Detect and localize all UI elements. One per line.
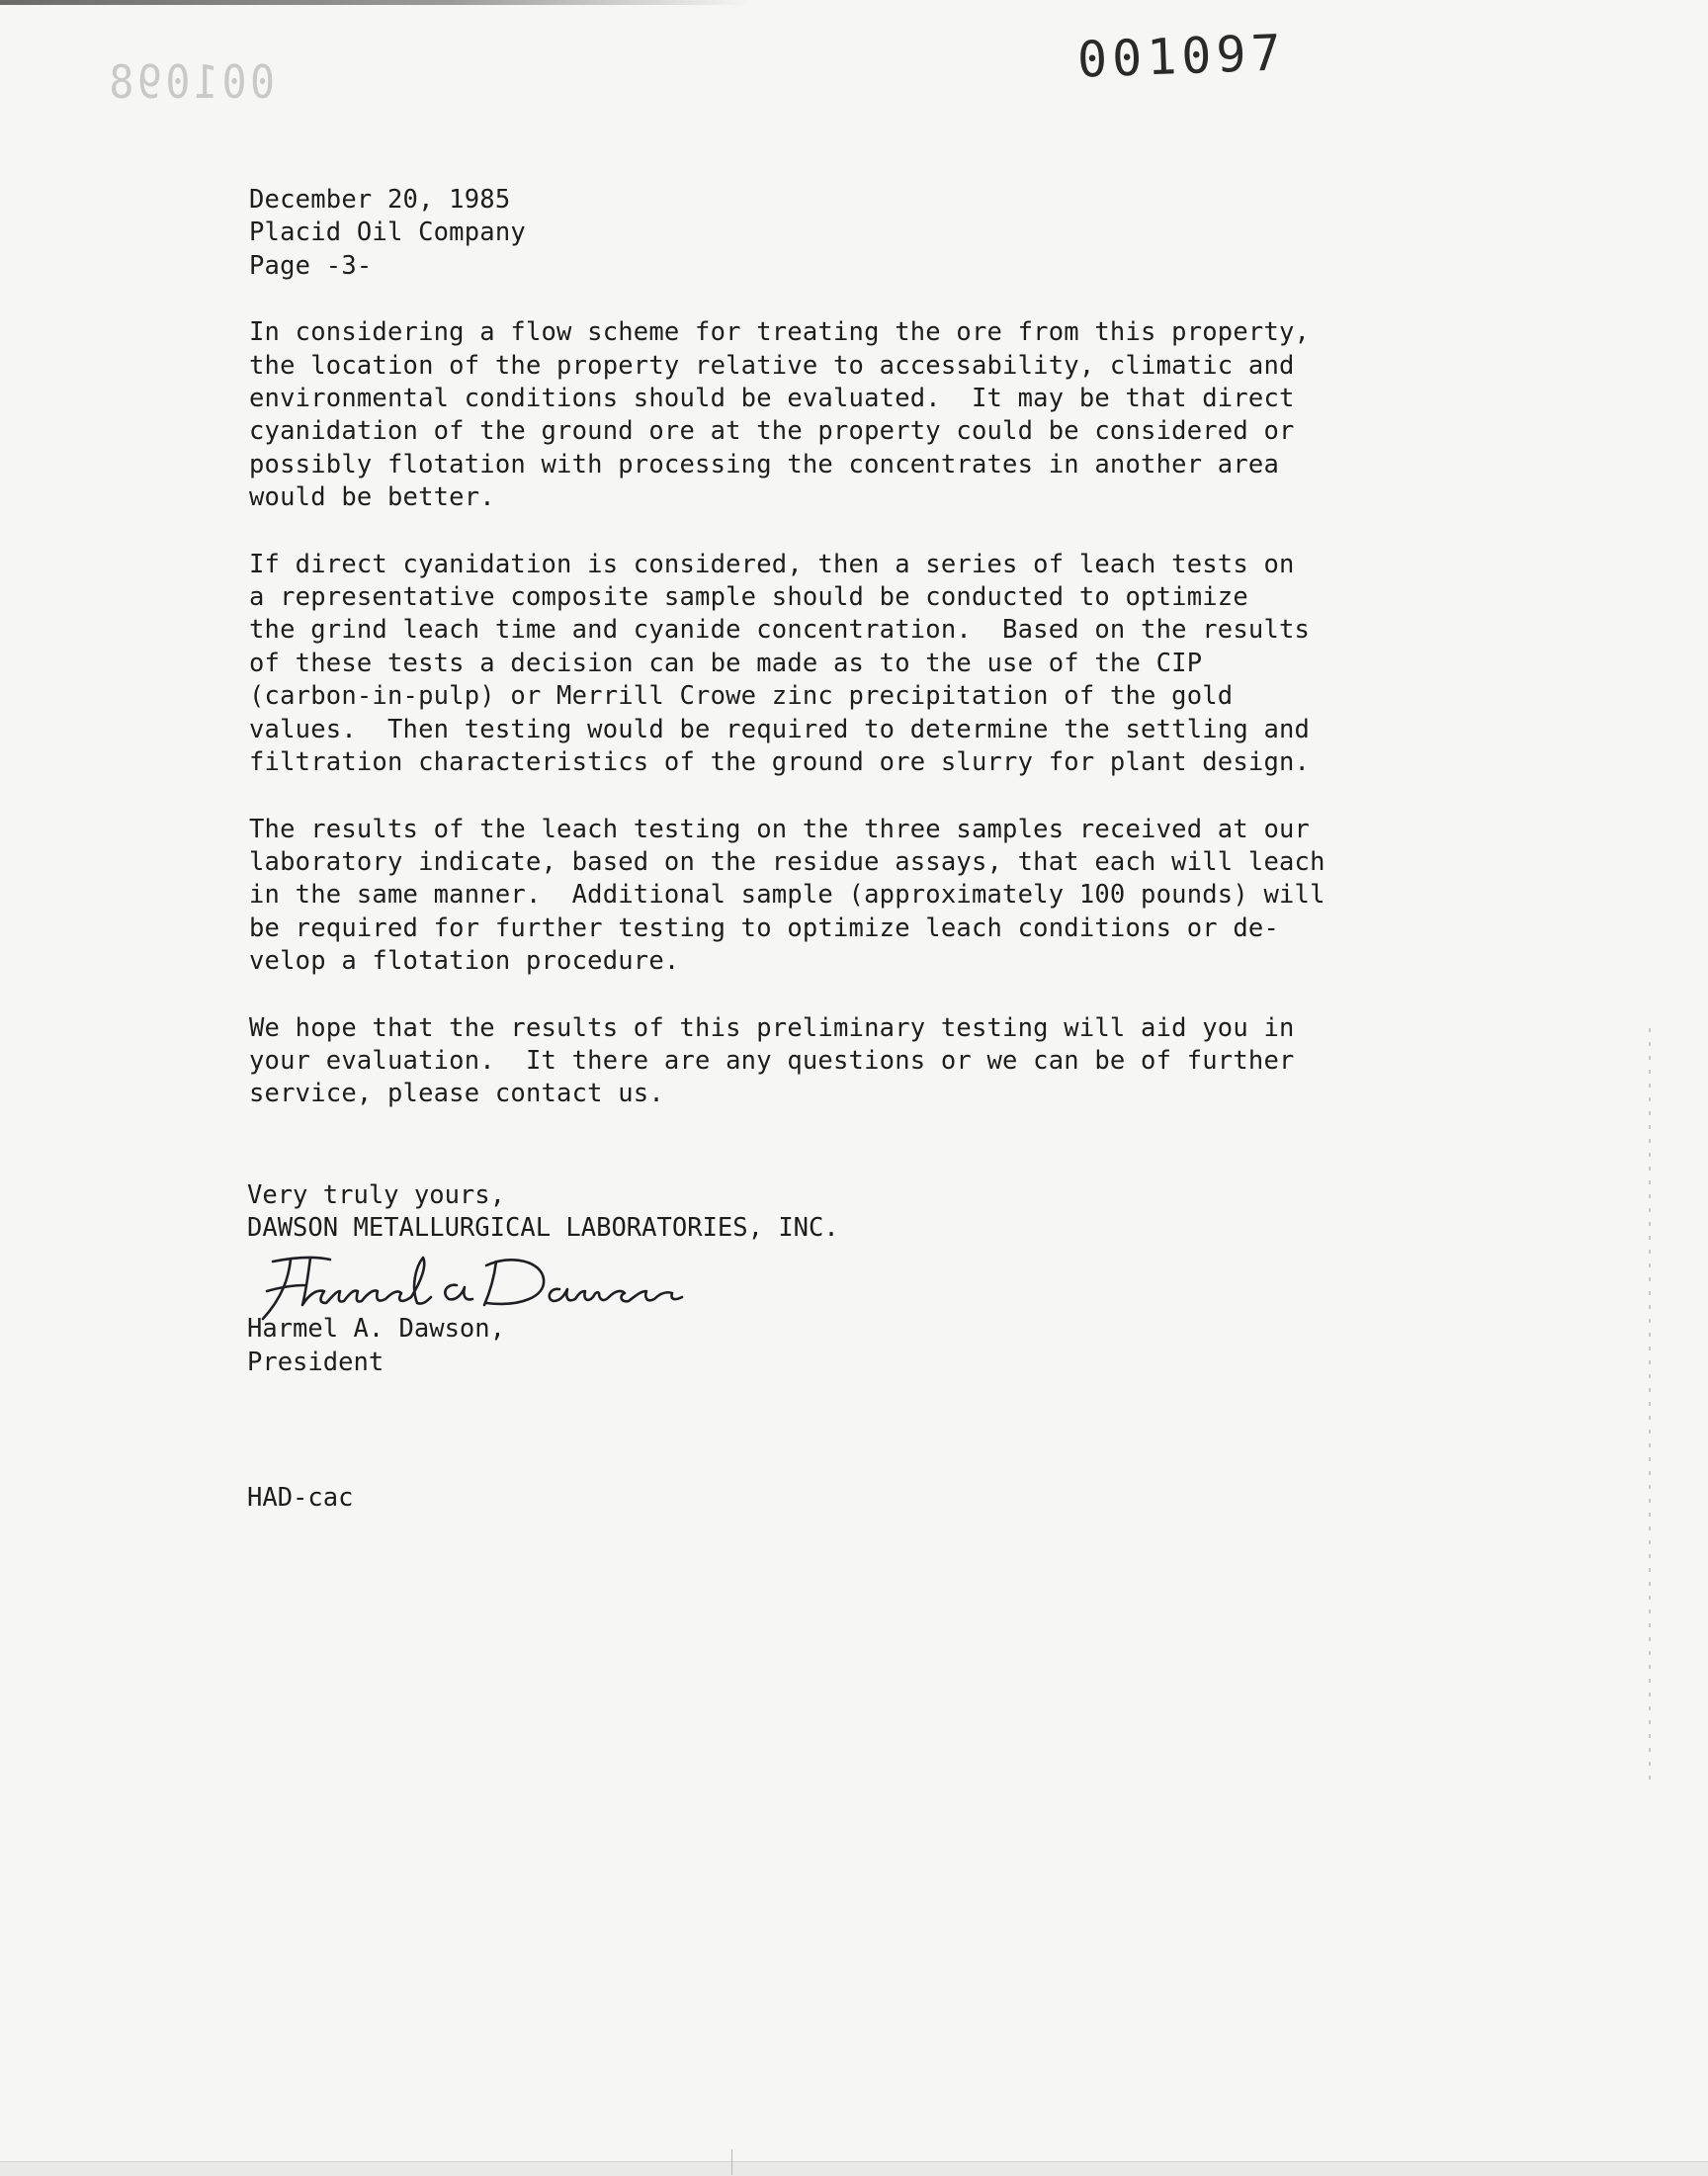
signatory-block (247, 1312, 505, 1379)
paragraph-line: the location of the property relative to accessability, climatic and (249, 350, 1295, 381)
recipient-company: Placid Oil Company (249, 218, 526, 248)
letter-body (249, 184, 1534, 1145)
paragraph-line: (carbon-in-pulp) or Merrill Crowe zinc precipitation of the gold (249, 681, 1234, 712)
signatory-title: President (247, 1348, 384, 1377)
paragraph-closing-remarks (249, 1012, 1534, 1111)
paragraph-line: If direct cyanidation is considered, then a series of leach tests on (249, 549, 1295, 579)
paragraph-line: In considering a flow scheme for treating the ore from this property, (249, 317, 1311, 348)
paragraph-line: service, please contact us. (249, 1079, 664, 1109)
paragraph-line: possibly flotation with processing the concentrates in another area (249, 449, 1280, 479)
letter-header (249, 184, 1534, 283)
paragraph-line: your evaluation. It there are any questions or we can be of further (249, 1045, 1295, 1076)
paragraph-line: The results of the leach testing on the three samples received at our (249, 814, 1311, 844)
complimentary-close: Very truly yours, (247, 1180, 505, 1210)
faint-bates-stamp: 001098 (105, 55, 276, 109)
closing-block (247, 1179, 839, 1246)
scan-edge-specks (1649, 1028, 1651, 1780)
scan-top-edge (0, 0, 751, 5)
paragraph-line: a representative composite sample should be conducted to optimize (249, 582, 1248, 613)
paragraph-line: the grind leach time and cyanide concentration. Based on the results (249, 615, 1311, 646)
paragraph-line: velop a flotation procedure. (249, 946, 680, 977)
letter-date: December 20, 1985 (249, 185, 511, 215)
paragraph-line: values. Then testing would be required to determine the settling and (249, 714, 1311, 744)
paragraph-line: be required for further testing to optimize leach conditions or de- (249, 913, 1280, 943)
signatory-name: Harmel A. Dawson, (247, 1314, 505, 1344)
paragraph-line: in the same manner. Additional sample (approximately 100 pounds) will (249, 880, 1325, 911)
paragraph-line: laboratory indicate, based on the residue assays, that each will leach (249, 846, 1325, 877)
paragraph-line: of these tests a decision can be made as to the use of the CIP (249, 648, 1203, 678)
scan-fold-line (731, 2149, 732, 2175)
paragraph-line: environmental conditions should be evaluated. It may be that direct (249, 384, 1295, 414)
signatory-company: DAWSON METALLURGICAL LABORATORIES, INC. (247, 1213, 839, 1244)
paragraph-leach-results (249, 814, 1534, 979)
paragraph-cyanidation (249, 549, 1534, 780)
paragraph-flow-scheme (249, 316, 1534, 514)
page-number: Page -3- (249, 250, 373, 281)
document-number-stamp: 001097 (1076, 24, 1287, 89)
paragraph-line: We hope that the results of this preliminary testing will aid you in (249, 1012, 1295, 1043)
reference-initials: HAD-cac (247, 1483, 354, 1513)
paragraph-line: would be better. (249, 482, 495, 513)
paragraph-line: cyanidation of the ground ore at the property could be considered or (249, 416, 1295, 447)
paragraph-line: filtration characteristics of the ground ore slurry for plant design. (249, 747, 1311, 778)
scan-bottom-edge (0, 2161, 1708, 2176)
